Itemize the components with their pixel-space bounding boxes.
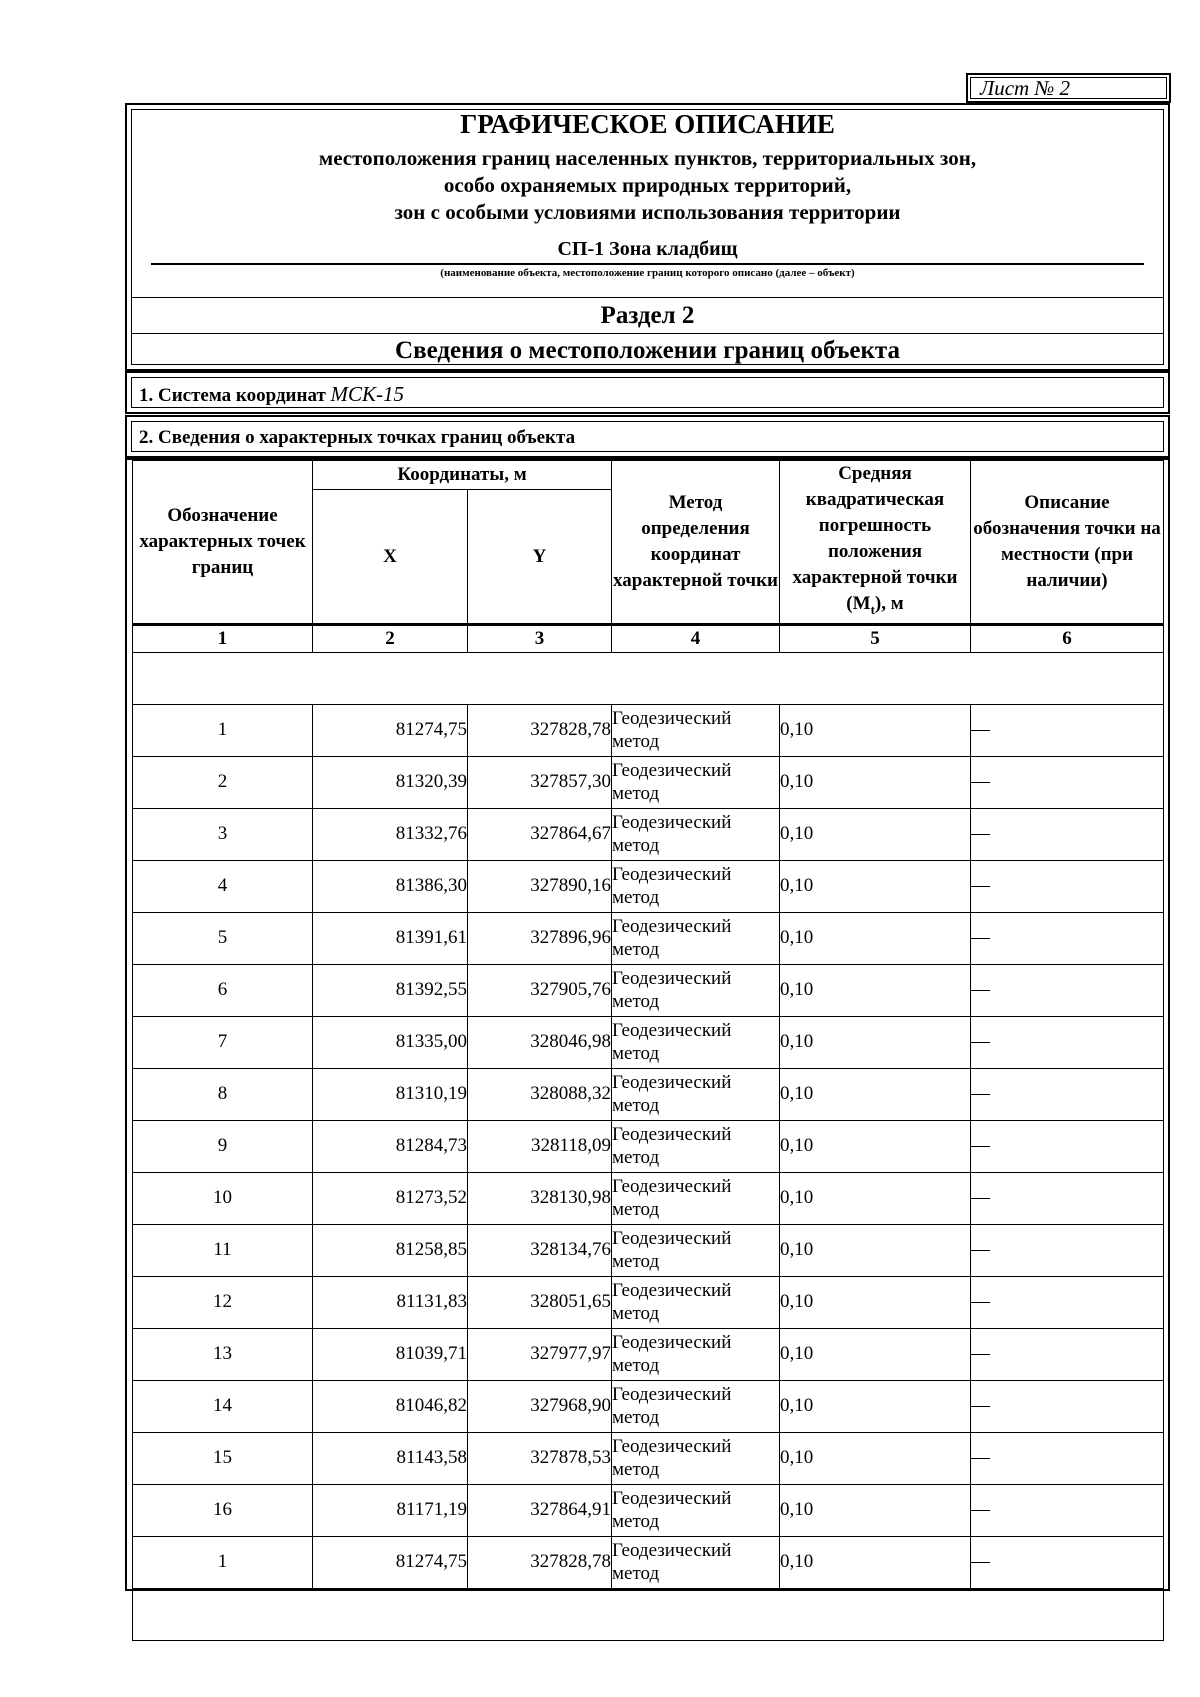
y-cell: 328051,65 — [468, 1276, 612, 1328]
column-number: 1 — [133, 624, 313, 652]
error-cell: 0,10 — [780, 1276, 971, 1328]
header-error — [780, 461, 971, 625]
method-cell: Геодезический метод — [612, 1172, 780, 1224]
method-cell: Геодезический метод — [612, 1484, 780, 1536]
table-header-row — [133, 461, 1164, 490]
table-row — [133, 1484, 1164, 1536]
description-cell: — — [971, 1276, 1164, 1328]
subtitle-line-3: зон с особыми условиями использования территории — [394, 200, 901, 224]
point-cell: 14 — [133, 1380, 313, 1432]
description-cell: — — [971, 1068, 1164, 1120]
x-cell: 81039,71 — [313, 1328, 468, 1380]
error-cell: 0,10 — [780, 1016, 971, 1068]
document-subtitle — [127, 145, 1168, 226]
document-header — [125, 103, 1170, 371]
header-error-text: Средняя квадратическая погрешность положения характерной точки (M — [792, 463, 958, 614]
sheet-number — [966, 73, 1171, 103]
error-cell: 0,10 — [780, 1120, 971, 1172]
error-cell: 0,10 — [780, 1224, 971, 1276]
description-cell: — — [971, 1172, 1164, 1224]
point-cell: 16 — [133, 1484, 313, 1536]
error-cell: 0,10 — [780, 964, 971, 1016]
table-row — [133, 1172, 1164, 1224]
table-row — [133, 1276, 1164, 1328]
error-cell: 0,10 — [780, 1380, 971, 1432]
column-number: 2 — [313, 624, 468, 652]
description-cell: — — [971, 964, 1164, 1016]
y-cell: 328088,32 — [468, 1068, 612, 1120]
subtitle-line-1: местоположения границ населенных пунктов, территориальных зон, — [318, 146, 977, 170]
table-body — [133, 652, 1164, 1640]
y-cell: 328130,98 — [468, 1172, 612, 1224]
error-cell: 0,10 — [780, 808, 971, 860]
method-cell: Геодезический метод — [612, 808, 780, 860]
point-cell: 1 — [133, 704, 313, 756]
method-cell: Геодезический метод — [612, 756, 780, 808]
error-cell: 0,10 — [780, 1328, 971, 1380]
error-cell: 0,10 — [780, 1536, 971, 1588]
table-row — [133, 912, 1164, 964]
point-cell: 4 — [133, 860, 313, 912]
x-cell: 81274,75 — [313, 1536, 468, 1588]
point-cell: 7 — [133, 1016, 313, 1068]
spacer-cell — [133, 652, 1164, 704]
x-cell: 81274,75 — [313, 704, 468, 756]
method-cell: Геодезический метод — [612, 1016, 780, 1068]
points-info-block — [125, 415, 1170, 458]
description-cell: — — [971, 912, 1164, 964]
spacer-row — [133, 1588, 1164, 1640]
point-cell: 6 — [133, 964, 313, 1016]
x-cell: 81391,61 — [313, 912, 468, 964]
method-cell: Геодезический метод — [612, 1068, 780, 1120]
table-row — [133, 1380, 1164, 1432]
method-cell: Геодезический метод — [612, 964, 780, 1016]
method-cell: Геодезический метод — [612, 912, 780, 964]
point-cell: 12 — [133, 1276, 313, 1328]
y-cell: 327864,91 — [468, 1484, 612, 1536]
description-cell: — — [971, 756, 1164, 808]
column-number: 3 — [468, 624, 612, 652]
subtitle-line-2: особо охраняемых природных территорий, — [443, 173, 852, 197]
coord-system-block — [125, 371, 1170, 414]
x-cell: 81143,58 — [313, 1432, 468, 1484]
error-cell: 0,10 — [780, 1068, 971, 1120]
header-method: Метод определения координат характерной точки — [612, 461, 780, 625]
error-cell: 0,10 — [780, 1172, 971, 1224]
spacer-cell — [133, 1588, 1164, 1640]
description-cell: — — [971, 1484, 1164, 1536]
points-info-label: 2. Сведения о характерных точках границ объекта — [139, 427, 576, 448]
y-cell: 327878,53 — [468, 1432, 612, 1484]
table-row — [133, 1016, 1164, 1068]
points-table-frame — [125, 458, 1170, 1591]
method-cell: Геодезический метод — [612, 1432, 780, 1484]
method-cell: Геодезический метод — [612, 1536, 780, 1588]
section-label: Раздел 2 — [600, 302, 695, 329]
error-cell: 0,10 — [780, 1484, 971, 1536]
coord-system-text — [139, 379, 404, 411]
table-row — [133, 1432, 1164, 1484]
y-cell: 328046,98 — [468, 1016, 612, 1068]
error-cell: 0,10 — [780, 1432, 971, 1484]
object-name-note: (наименование объекта, местоположение границ которого описано (далее – объект) — [440, 267, 855, 279]
description-cell: — — [971, 1120, 1164, 1172]
point-cell: 3 — [133, 808, 313, 860]
point-cell: 9 — [133, 1120, 313, 1172]
method-cell: Геодезический метод — [612, 1328, 780, 1380]
point-cell: 8 — [133, 1068, 313, 1120]
point-cell: 13 — [133, 1328, 313, 1380]
point-cell: 5 — [133, 912, 313, 964]
x-cell: 81046,82 — [313, 1380, 468, 1432]
points-table — [132, 460, 1164, 1641]
description-cell: — — [971, 860, 1164, 912]
method-cell: Геодезический метод — [612, 1120, 780, 1172]
y-cell: 327890,16 — [468, 860, 612, 912]
header-divider — [131, 297, 1164, 298]
table-row — [133, 756, 1164, 808]
description-cell: — — [971, 704, 1164, 756]
description-cell: — — [971, 1328, 1164, 1380]
table-row — [133, 860, 1164, 912]
point-cell: 1 — [133, 1536, 313, 1588]
error-cell: 0,10 — [780, 756, 971, 808]
column-number: 5 — [780, 624, 971, 652]
description-cell: — — [971, 1536, 1164, 1588]
method-cell: Геодезический метод — [612, 704, 780, 756]
y-cell: 327896,96 — [468, 912, 612, 964]
method-cell: Геодезический метод — [612, 1380, 780, 1432]
column-number: 4 — [612, 624, 780, 652]
description-cell: — — [971, 808, 1164, 860]
coord-system-label: 1. Система координат — [139, 385, 326, 406]
description-cell: — — [971, 1432, 1164, 1484]
y-cell: 327968,90 — [468, 1380, 612, 1432]
document-title: ГРАФИЧЕСКОЕ ОПИСАНИЕ — [460, 109, 835, 139]
object-name-underline — [151, 263, 1144, 265]
table-row — [133, 1536, 1164, 1588]
method-cell: Геодезический метод — [612, 1224, 780, 1276]
table-row — [133, 1224, 1164, 1276]
description-cell: — — [971, 1380, 1164, 1432]
x-cell: 81310,19 — [313, 1068, 468, 1120]
x-cell: 81258,85 — [313, 1224, 468, 1276]
header-point: Обозначение характерных точек границ — [133, 461, 313, 625]
header-error-subscript: t — [870, 601, 875, 617]
section-title: Сведения о местоположении границ объекта — [395, 337, 900, 364]
y-cell: 327857,30 — [468, 756, 612, 808]
x-cell: 81131,83 — [313, 1276, 468, 1328]
method-cell: Геодезический метод — [612, 860, 780, 912]
point-cell: 15 — [133, 1432, 313, 1484]
spacer-row — [133, 652, 1164, 704]
object-name: СП-1 Зона кладбищ — [557, 238, 738, 260]
table-row — [133, 704, 1164, 756]
point-cell: 10 — [133, 1172, 313, 1224]
x-cell: 81332,76 — [313, 808, 468, 860]
y-cell: 327828,78 — [468, 1536, 612, 1588]
header-y: Y — [468, 490, 612, 624]
x-cell: 81284,73 — [313, 1120, 468, 1172]
x-cell: 81386,30 — [313, 860, 468, 912]
x-cell: 81273,52 — [313, 1172, 468, 1224]
y-cell: 327828,78 — [468, 704, 612, 756]
description-cell: — — [971, 1224, 1164, 1276]
x-cell: 81320,39 — [313, 756, 468, 808]
table-row — [133, 808, 1164, 860]
y-cell: 327977,97 — [468, 1328, 612, 1380]
method-cell: Геодезический метод — [612, 1276, 780, 1328]
y-cell: 327905,76 — [468, 964, 612, 1016]
error-cell: 0,10 — [780, 860, 971, 912]
table-row — [133, 1068, 1164, 1120]
header-description: Описание обозначения точки на местности (при наличии) — [971, 461, 1164, 625]
description-cell: — — [971, 1016, 1164, 1068]
y-cell: 328118,09 — [468, 1120, 612, 1172]
y-cell: 328134,76 — [468, 1224, 612, 1276]
column-number-row — [133, 624, 1164, 652]
error-cell: 0,10 — [780, 912, 971, 964]
table-row — [133, 964, 1164, 1016]
header-error-unit: ), м — [874, 593, 904, 614]
x-cell: 81171,19 — [313, 1484, 468, 1536]
point-cell: 11 — [133, 1224, 313, 1276]
y-cell: 327864,67 — [468, 808, 612, 860]
point-cell: 2 — [133, 756, 313, 808]
table-row — [133, 1328, 1164, 1380]
header-x: X — [313, 490, 468, 624]
error-cell: 0,10 — [780, 704, 971, 756]
coord-system-value: МСК-15 — [330, 382, 404, 406]
column-number: 6 — [971, 624, 1164, 652]
table-row — [133, 1120, 1164, 1172]
sheet-number-label: Лист № 2 — [980, 76, 1071, 100]
x-cell: 81392,55 — [313, 964, 468, 1016]
header-coords: Координаты, м — [313, 461, 612, 490]
x-cell: 81335,00 — [313, 1016, 468, 1068]
